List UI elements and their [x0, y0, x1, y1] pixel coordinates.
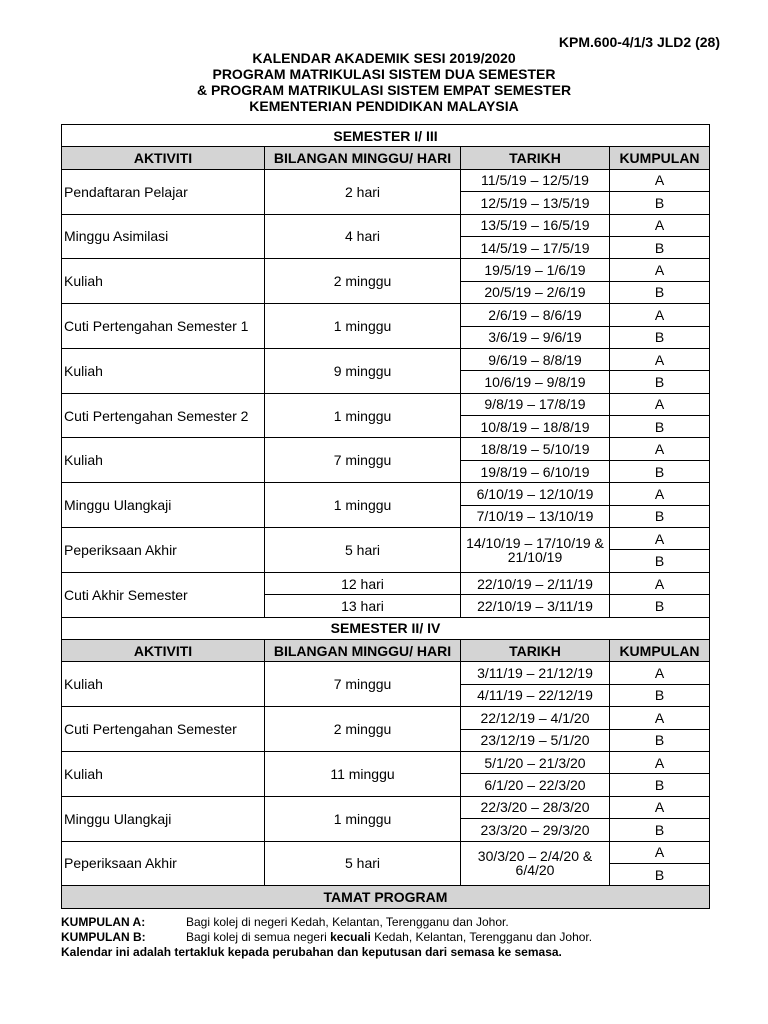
- group-cell: A: [610, 304, 710, 326]
- header-date: TARIKH: [461, 147, 610, 169]
- table-row: [62, 438, 710, 460]
- date-cell: 7/10/19 – 13/10/19: [461, 505, 610, 527]
- date-cell: 2/6/19 – 8/6/19: [461, 304, 610, 326]
- title-line-2: PROGRAM MATRIKULASI SISTEM DUA SEMESTER: [212, 66, 556, 82]
- group-cell: A: [610, 662, 710, 684]
- table-row: [62, 348, 710, 370]
- date-cell: 3/11/19 – 21/12/19: [461, 662, 610, 684]
- header-group: KUMPULAN: [610, 639, 710, 661]
- semester-title-row: [62, 617, 710, 639]
- note-b-label: KUMPULAN B:: [61, 930, 146, 944]
- semester-title-row: [62, 125, 710, 147]
- date-cell: 3/6/19 – 9/6/19: [461, 326, 610, 348]
- date-cell: 4/11/19 – 22/12/19: [461, 684, 610, 706]
- group-cell: B: [610, 281, 710, 303]
- table-row: [62, 662, 710, 684]
- duration-cell: 5 hari: [265, 841, 461, 886]
- header-group: KUMPULAN: [610, 147, 710, 169]
- group-cell: A: [610, 259, 710, 281]
- duration-cell: 11 minggu: [265, 751, 461, 796]
- group-cell: A: [610, 796, 710, 818]
- activity-cell: Kuliah: [62, 348, 265, 393]
- group-cell: A: [610, 841, 710, 863]
- duration-cell: 7 minggu: [265, 438, 461, 483]
- duration-cell: 12 hari: [265, 572, 461, 594]
- group-cell: A: [610, 572, 710, 594]
- table-row: [62, 304, 710, 326]
- document-title: [0, 50, 768, 114]
- disclaimer: Kalendar ini adalah tertakluk kepada perubahan dan keputusan dari semasa ke semasa.: [61, 945, 562, 959]
- footnotes: [61, 915, 741, 960]
- group-cell: B: [610, 460, 710, 482]
- group-cell: A: [610, 348, 710, 370]
- duration-cell: 2 minggu: [265, 259, 461, 304]
- activity-cell: Minggu Ulangkaji: [62, 483, 265, 528]
- table-row: [62, 169, 710, 191]
- date-cell: 9/6/19 – 8/8/19: [461, 348, 610, 370]
- duration-cell: 1 minggu: [265, 483, 461, 528]
- group-cell: B: [610, 819, 710, 841]
- date-cell: 14/10/19 – 17/10/19 & 21/10/19: [461, 528, 610, 573]
- date-cell: 19/8/19 – 6/10/19: [461, 460, 610, 482]
- activity-cell: Minggu Ulangkaji: [62, 796, 265, 841]
- activity-cell: Kuliah: [62, 259, 265, 304]
- note-a-text: Bagi kolej di negeri Kedah, Kelantan, Terengganu dan Johor.: [186, 915, 509, 929]
- activity-cell: Pendaftaran Pelajar: [62, 169, 265, 214]
- group-cell: B: [610, 863, 710, 885]
- group-cell: B: [610, 416, 710, 438]
- group-cell: B: [610, 371, 710, 393]
- table-row: [62, 841, 710, 863]
- duration-cell: 13 hari: [265, 595, 461, 617]
- duration-cell: 4 hari: [265, 214, 461, 259]
- group-cell: A: [610, 528, 710, 550]
- group-cell: B: [610, 774, 710, 796]
- group-cell: B: [610, 505, 710, 527]
- calendar-body: [62, 125, 710, 909]
- group-cell: B: [610, 192, 710, 214]
- header-activity: AKTIVITI: [62, 147, 265, 169]
- date-cell: 13/5/19 – 16/5/19: [461, 214, 610, 236]
- group-cell: A: [610, 169, 710, 191]
- activity-cell: Kuliah: [62, 438, 265, 483]
- group-cell: A: [610, 214, 710, 236]
- table-row: [62, 751, 710, 773]
- date-cell: 22/12/19 – 4/1/20: [461, 707, 610, 729]
- table-row: [62, 393, 710, 415]
- group-cell: A: [610, 483, 710, 505]
- duration-cell: 9 minggu: [265, 348, 461, 393]
- date-cell: 9/8/19 – 17/8/19: [461, 393, 610, 415]
- table-row: [62, 259, 710, 281]
- date-cell: 30/3/20 – 2/4/20 & 6/4/20: [461, 841, 610, 886]
- duration-cell: 7 minggu: [265, 662, 461, 707]
- group-cell: B: [610, 326, 710, 348]
- date-cell: 23/3/20 – 29/3/20: [461, 819, 610, 841]
- activity-cell: Cuti Pertengahan Semester 1: [62, 304, 265, 349]
- header-duration: BILANGAN MINGGU/ HARI: [265, 147, 461, 169]
- group-cell: B: [610, 729, 710, 751]
- date-cell: 10/6/19 – 9/8/19: [461, 371, 610, 393]
- note-b-pre: Bagi kolej di semua negeri: [186, 930, 331, 944]
- academic-calendar-table: [61, 124, 710, 909]
- date-cell: 12/5/19 – 13/5/19: [461, 192, 610, 214]
- date-cell: 22/3/20 – 28/3/20: [461, 796, 610, 818]
- group-cell: A: [610, 393, 710, 415]
- duration-cell: 1 minggu: [265, 393, 461, 438]
- table-row: [62, 528, 710, 550]
- date-cell: 11/5/19 – 12/5/19: [461, 169, 610, 191]
- activity-cell: Kuliah: [62, 662, 265, 707]
- table-row: [62, 214, 710, 236]
- note-group-a: [61, 915, 741, 930]
- group-cell: A: [610, 438, 710, 460]
- group-cell: A: [610, 751, 710, 773]
- activity-cell: Cuti Pertengahan Semester 2: [62, 393, 265, 438]
- activity-cell: Minggu Asimilasi: [62, 214, 265, 259]
- semester-1-title: SEMESTER I/ III: [62, 125, 710, 147]
- title-line-3: & PROGRAM MATRIKULASI SISTEM EMPAT SEMESTER: [196, 82, 572, 98]
- duration-cell: 2 minggu: [265, 707, 461, 752]
- note-b-text: [186, 930, 741, 945]
- date-cell: 6/1/20 – 22/3/20: [461, 774, 610, 796]
- date-cell: 20/5/19 – 2/6/19: [461, 281, 610, 303]
- note-b-post: Kedah, Kelantan, Terengganu dan Johor.: [370, 930, 593, 944]
- date-cell: 23/12/19 – 5/1/20: [461, 729, 610, 751]
- table-row: [62, 707, 710, 729]
- activity-cell: Cuti Pertengahan Semester: [62, 707, 265, 752]
- table-row: [62, 796, 710, 818]
- date-cell: 5/1/20 – 21/3/20: [461, 751, 610, 773]
- activity-cell: Peperiksaan Akhir: [62, 841, 265, 886]
- date-cell: 22/10/19 – 3/11/19: [461, 595, 610, 617]
- date-cell: 6/10/19 – 12/10/19: [461, 483, 610, 505]
- table-row: [62, 572, 710, 594]
- duration-cell: 2 hari: [265, 169, 461, 214]
- duration-cell: 1 minggu: [265, 796, 461, 841]
- note-group-b: [61, 930, 741, 945]
- group-cell: B: [610, 236, 710, 258]
- table-row: [62, 483, 710, 505]
- title-line-4: KEMENTERIAN PENDIDIKAN MALAYSIA: [249, 98, 519, 114]
- date-cell: 22/10/19 – 2/11/19: [461, 572, 610, 594]
- duration-cell: 5 hari: [265, 528, 461, 573]
- document-reference: KPM.600-4/1/3 JLD2 (28): [558, 34, 720, 50]
- header-duration: BILANGAN MINGGU/ HARI: [265, 639, 461, 661]
- activity-cell: Kuliah: [62, 751, 265, 796]
- header-activity: AKTIVITI: [62, 639, 265, 661]
- semester-2-title: SEMESTER II/ IV: [62, 617, 710, 639]
- title-line-1: KALENDAR AKADEMIK SESI 2019/2020: [252, 50, 516, 66]
- note-a-label: KUMPULAN A:: [61, 915, 146, 929]
- group-cell: B: [610, 684, 710, 706]
- group-cell: A: [610, 707, 710, 729]
- date-cell: 18/8/19 – 5/10/19: [461, 438, 610, 460]
- group-cell: B: [610, 550, 710, 572]
- end-of-program: TAMAT PROGRAM: [62, 886, 710, 908]
- date-cell: 14/5/19 – 17/5/19: [461, 236, 610, 258]
- date-cell: 10/8/19 – 18/8/19: [461, 416, 610, 438]
- activity-cell: Peperiksaan Akhir: [62, 528, 265, 573]
- column-header-row: [62, 639, 710, 661]
- duration-cell: 1 minggu: [265, 304, 461, 349]
- header-date: TARIKH: [461, 639, 610, 661]
- note-b-emphasis: kecuali: [330, 930, 371, 944]
- column-header-row: [62, 147, 710, 169]
- activity-cell: Cuti Akhir Semester: [62, 572, 265, 617]
- end-row: [62, 886, 710, 908]
- date-cell: 19/5/19 – 1/6/19: [461, 259, 610, 281]
- group-cell: B: [610, 595, 710, 617]
